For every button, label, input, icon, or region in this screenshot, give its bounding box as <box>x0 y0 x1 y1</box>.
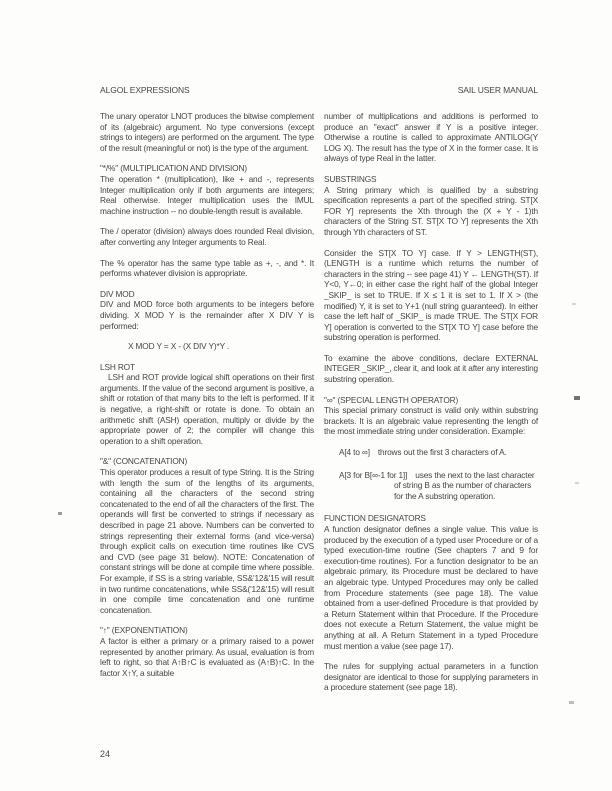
body-paragraph: The % operator has the same type table as +, -, and *. It performs whatever division is appropriate. <box>100 257 314 279</box>
header-left-title: ALGOL EXPRESSIONS <box>100 85 190 95</box>
section-heading: "*/%" (MULTIPLICATION AND DIVISION) <box>100 163 247 174</box>
section-heading: "∞" (SPECIAL LENGTH OPERATOR) <box>324 394 459 405</box>
example-label: A[4 to ∞] <box>339 447 370 458</box>
scan-speck <box>58 512 62 515</box>
header-right-title: SAIL USER MANUAL <box>457 85 538 95</box>
page-number: 24 <box>100 749 111 759</box>
text-columns <box>100 111 538 703</box>
right-column <box>324 111 538 703</box>
section-heading: "↑" (EXPONENTIATION) <box>100 625 188 636</box>
body-paragraph: The unary operator LNOT produces the bitwise complement of its (algebraic) argument. No type conversions (except strings to integers) are performed on the argument. The type of the result (meaningful or not) is the type of the argument. <box>100 111 314 153</box>
section-heading: DIV MOD <box>100 288 135 299</box>
example-item: A[4 to ∞] throws out the first 3 characters of A. <box>339 447 507 458</box>
body-paragraph: A factor is either a primary or a primary raised to a power represented by another primary. As usual, evaluation is from left to right, so that A↑B↑C is evaluated as (A↑B)↑C. In the factor X↑Y, a suitable <box>100 635 314 678</box>
scan-speck <box>569 701 574 704</box>
body-paragraph: This special primary construct is valid only within substring brackets. It is an algebraic value representing the length of the most immediate string under consideration. Example: <box>324 405 538 437</box>
page-header <box>100 85 538 95</box>
left-column <box>100 111 314 703</box>
scan-speck <box>574 396 580 400</box>
body-paragraph: This operator produces a result of type String. It is the String with length the sum of the lengths of its arguments, containing all the characters of the second string concatenated to the end of all the characters of the first. The operands will first be converted to strings if necessary as described in page 21 above. Numbers can be converted to strings representing their external forms (and vice-versa) through explicit calls on execution time routines like CVS and CVD (see page 31 below). NOTE: Concatenation of constant strings will be done at compile time where possible. For example, if SS is a string variable, SS&'12&'15 will result in two runtime concatenations, while SS&('12&'15) will result in one compile time concatenation and one runtime concatenation. <box>100 467 314 615</box>
body-paragraph: A function designator defines a single value. This value is produced by the execution of a typed user Procedure or of a typed execution-time routine (See chapters 7 and 9 for execution-time routines). For a function designator to be an algebraic primary, its Procedure must be declared to have an algebraic type. Untyped Procedures may only be called from Procedure statements (see page 18). The value obtained from a user-defined Procedure is that provided by a Return Statement within that Procedure. If the Procedure does not execute a Return Statement, the value might be anything at all. A Return Statement in a typed Procedure must mention a value (see page 17). <box>324 524 538 651</box>
formula-line: X MOD Y = X - (X DIV Y)*Y . <box>128 341 230 352</box>
section-heading: SUBSTRINGS <box>324 173 377 184</box>
body-paragraph: DIV and MOD force both arguments to be integers before dividing. X MOD Y is the remainder after X DIV Y is performed: <box>100 299 314 331</box>
example-label: A[3 for B[∞-1 for 1]] <box>339 469 408 480</box>
body-paragraph: The operation * (multiplication), like + and -, represents Integer multiplication only if both arguments are integers; Real otherwise. Integer multiplication uses the IMUL machine instruction -- no double-length result is available. <box>100 173 314 216</box>
section-heading: FUNCTION DESIGNATORS <box>324 513 426 524</box>
body-paragraph: number of multiplications and additions is performed to produce an "exact" answer if Y is a positive integer. Otherwise a routine is called to approximate ANTILOG(Y LOG X). The result has the type of X in the former case. It is always of type Real in the latter. <box>324 111 538 164</box>
body-paragraph: Consider the ST[X TO Y] case. If Y > LENGTH(ST), (LENGTH is a runtime which returns the number of characters in the string -- see page 41) Y ← LENGTH(ST). If Y<0, Y←0; in either case the right half of the global Integer _SKIP_ is set to TRUE. If X ≤ 1 it is set to 1. If X > (the modified) Y, it is set to Y+1 (null string guaranteed). In either case the left half of _SKIP_ is made TRUE. The ST[X FOR Y] operation is converted to the ST[X TO Y] case before the substring operation is performed. <box>324 247 538 343</box>
section-heading: LSH ROT <box>100 361 135 372</box>
body-paragraph: The rules for supplying actual parameters in a function designator are identical to those for supplying parameters in a procedure statement (see page 18). <box>324 661 538 693</box>
section-heading: "&" (CONCATENATION) <box>100 456 188 467</box>
body-paragraph: LSH and ROT provide logical shift operations on their first arguments. If the value of the second argument is positive, a shift or rotation of that many bits to the left is performed. If it is negative, a right-shift or rotate is done. To obtain an arithmetic shift (ASH) operation, multiply or divide by the appropriate power of 2; the compiler will change this operation to a shift operation. <box>100 372 314 446</box>
body-paragraph: A String primary which is qualified by a substring specification represents a part of the specified string. ST[X FOR Y] represents the Xth through the (X + Y - 1)th characters of the String ST. ST[X TO Y] represents the Xth through Yth characters of ST. <box>324 184 538 237</box>
example-item: A[3 for B[∞-1 for 1]] uses the next to the last character of string B as the number of characters for the A substring operation. <box>339 469 535 501</box>
scan-speck <box>572 303 576 305</box>
body-paragraph: To examine the above conditions, declare EXTERNAL INTEGER _SKIP_, clear it, and look at it after any interesting substring operation. <box>324 352 538 385</box>
scan-speck <box>575 482 579 484</box>
body-paragraph: The / operator (division) always does rounded Real division, after converting any Integer arguments to Real. <box>100 226 314 247</box>
